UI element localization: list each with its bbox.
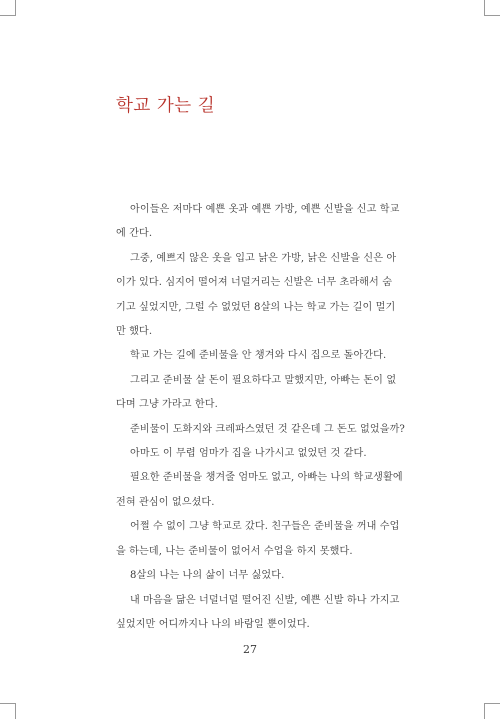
text-line: 을 하는데, 나는 준비물이 없어서 수업을 하지 못했다. [116, 545, 353, 557]
text-line: 기고 싶었지만, 그럴 수 없었던 8살의 나는 학교 가는 길이 멀기 [116, 301, 396, 313]
text-line: 필요한 준비물을 챙겨줄 엄마도 없고, 아빠는 나의 학교생활에 [130, 472, 403, 484]
text-line: 이가 있다. 심지어 떨어져 너덜거리는 신발은 너무 초라해서 숨 [116, 277, 393, 289]
text-line: 어쩔 수 없이 그냥 학교로 갔다. 친구들은 준비물을 꺼내 수업 [130, 521, 400, 533]
text-line: 준비물이 도화지와 크레파스였던 것 같은데 그 돈도 없었을까? [130, 423, 405, 435]
text-line: 아마도 이 무렵 엄마가 집을 나가시고 없었던 것 같다. [130, 448, 367, 460]
crop-mark-top-left [15, 0, 16, 16]
paragraph [116, 369, 416, 418]
crop-mark-top-right [484, 0, 485, 16]
paragraph [116, 564, 416, 588]
paragraph [116, 515, 416, 564]
paragraph [116, 589, 416, 638]
text-line: 에 간다. [116, 228, 153, 240]
crop-mark-bottom-left-h [0, 703, 16, 704]
paragraph [116, 247, 416, 345]
text-line: 그리고 준비물 살 돈이 필요하다고 말했지만, 아빠는 돈이 없 [130, 374, 397, 386]
crop-mark-top-left-h [0, 15, 16, 16]
crop-mark-top-right-h [484, 15, 500, 16]
text-line: 만 했다. [116, 326, 153, 338]
crop-mark-bottom-right-h [484, 703, 500, 704]
paragraph [116, 466, 416, 515]
text-line: 아이들은 저마다 예쁜 옷과 예쁜 가방, 예쁜 신발을 신고 학교 [130, 204, 400, 215]
text-line: 그중, 예쁘지 않은 옷을 입고 낡은 가방, 낡은 신발을 신은 아 [130, 252, 397, 264]
page-number: 27 [243, 643, 257, 656]
body-text [116, 198, 416, 637]
text-line: 내 마음을 닮은 너덜너덜 떨어진 신발, 예쁜 신발 하나 가지고 [130, 594, 400, 606]
text-line: 전혀 관심이 없으셨다. [116, 496, 215, 508]
chapter-title: 학교 가는 길 [116, 96, 216, 116]
text-line: 싶었지만 어디까지나 나의 바람일 뿐이었다. [116, 618, 310, 630]
text-line: 학교 가는 길에 준비물을 안 챙겨와 다시 집으로 돌아간다. [130, 350, 387, 362]
paragraph [116, 418, 416, 442]
paragraph [116, 344, 416, 368]
text-line: 8살의 나는 나의 삶이 너무 싫었다. [130, 570, 285, 582]
paragraph [116, 198, 416, 247]
text-line: 다며 그냥 가라고 한다. [116, 399, 218, 411]
crop-mark-bottom-right [484, 703, 485, 719]
crop-mark-bottom-left [15, 703, 16, 719]
paragraph [116, 442, 416, 466]
